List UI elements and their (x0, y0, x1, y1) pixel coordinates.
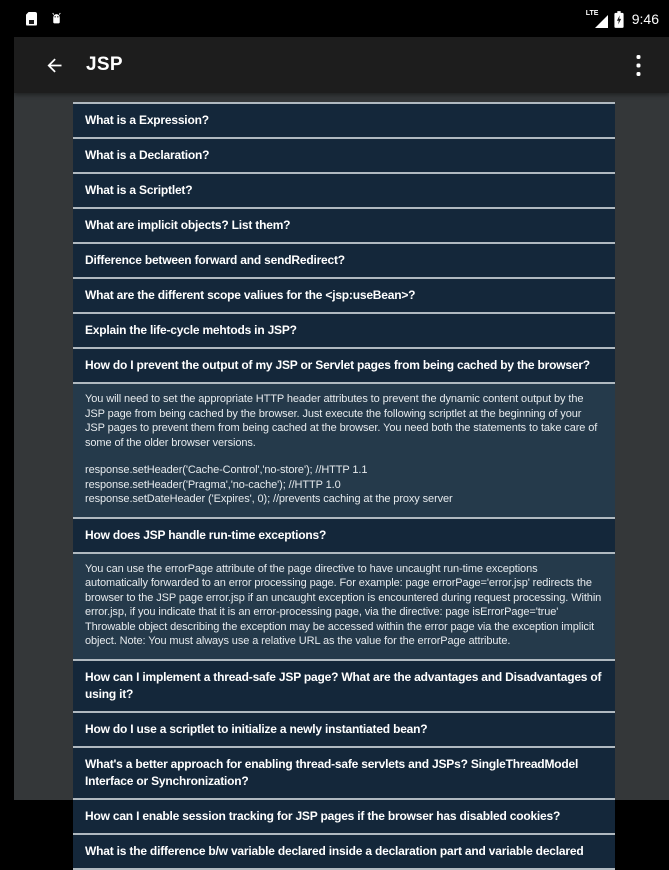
page-title: JSP (86, 54, 123, 75)
overflow-menu-dots-icon (636, 55, 641, 76)
faq-answer (73, 382, 615, 517)
status-bar-notifications (26, 12, 63, 26)
faq-question[interactable]: How does JSP handle run-time exceptions? (73, 517, 615, 552)
faq-question[interactable]: What's a better approach for enabling thread-safe servlets and JSPs? SingleThreadModel Interface or Synchronization? (73, 746, 615, 798)
code-line: response.setHeader('Pragma','no-cache'); //HTTP 1.0 (85, 478, 341, 491)
answer-text: You will need to set the appropriate HTTP header attributes to prevent the dynamic content output by the JSP page from being cached by the browser. Just execute the following scriptlet at the beginning of your JSP pages to prevent them from being cached at the browser. You need both the statements to take care of some of the older browser versions. (85, 393, 598, 449)
faq-question[interactable]: How do I prevent the output of my JSP or Servlet pages from being cached by the browser? (73, 347, 615, 382)
overflow-menu-button[interactable] (625, 52, 651, 78)
content-area (14, 93, 669, 858)
faq-question[interactable]: How can I implement a thread-safe JSP page? What are the advantages and Disadvantages of using it? (73, 659, 615, 711)
faq-question[interactable]: Difference between forward and sendRedirect? (73, 242, 615, 277)
signal-triangle (595, 15, 608, 28)
faq-question[interactable]: What is a Expression? (73, 104, 615, 137)
faq-answer (73, 552, 615, 659)
code-line: response.setDateHeader ('Expires', 0); //prevents caching at the proxy server (85, 493, 453, 505)
faq-question[interactable]: How can I enable session tracking for JSP pages if the browser has disabled cookies? (73, 798, 615, 833)
status-bar-system (586, 10, 659, 28)
toolbar (14, 37, 669, 93)
faq-question[interactable]: What is a Declaration? (73, 137, 615, 172)
faq-list (73, 102, 615, 870)
clock: 9:46 (631, 10, 659, 27)
faq-question[interactable]: What is the difference b/w variable declared inside a declaration part and variable declared (73, 833, 615, 868)
sim-card-icon (26, 12, 37, 26)
signal-lte-icon (586, 10, 608, 28)
faq-question[interactable]: What are implicit objects? List them? (73, 207, 615, 242)
status-bar (0, 0, 669, 37)
faq-question[interactable]: How do I use a scriptlet to initialize a newly instantiated bean? (73, 711, 615, 746)
android-robot-icon (50, 12, 63, 26)
faq-question[interactable]: What are the different scope valiues for the <jsp:useBean>? (73, 277, 615, 312)
battery-charging-icon (614, 11, 624, 28)
back-arrow-icon (44, 55, 65, 76)
faq-question[interactable]: What is a Scriptlet? (73, 172, 615, 207)
code-line: response.setHeader('Cache-Control','no-store'); //HTTP 1.1 (85, 464, 368, 476)
faq-question[interactable]: Explain the life-cycle mehtods in JSP? (73, 312, 615, 347)
network-type-label: LTE (585, 9, 599, 17)
app-window (14, 37, 669, 858)
answer-code-block (85, 463, 603, 507)
answer-text: You can use the errorPage attribute of the page directive to have uncaught run-time exceptions automatically forwarded to an error processing page. For example: page errorPage='error.jsp' redirects the browser to the JSP page error.jsp if an uncaught exception is encountered during request processing. Within error.jsp, if you indicate that it is an error-processing page, via the directive: page isErrorPage='true' Throwable object describing the exception may be accessed within the error page via the exception implicit object. Note: You must always use a relative URL as the value for the errorPage attribute. (85, 562, 602, 647)
back-button[interactable] (42, 53, 66, 77)
